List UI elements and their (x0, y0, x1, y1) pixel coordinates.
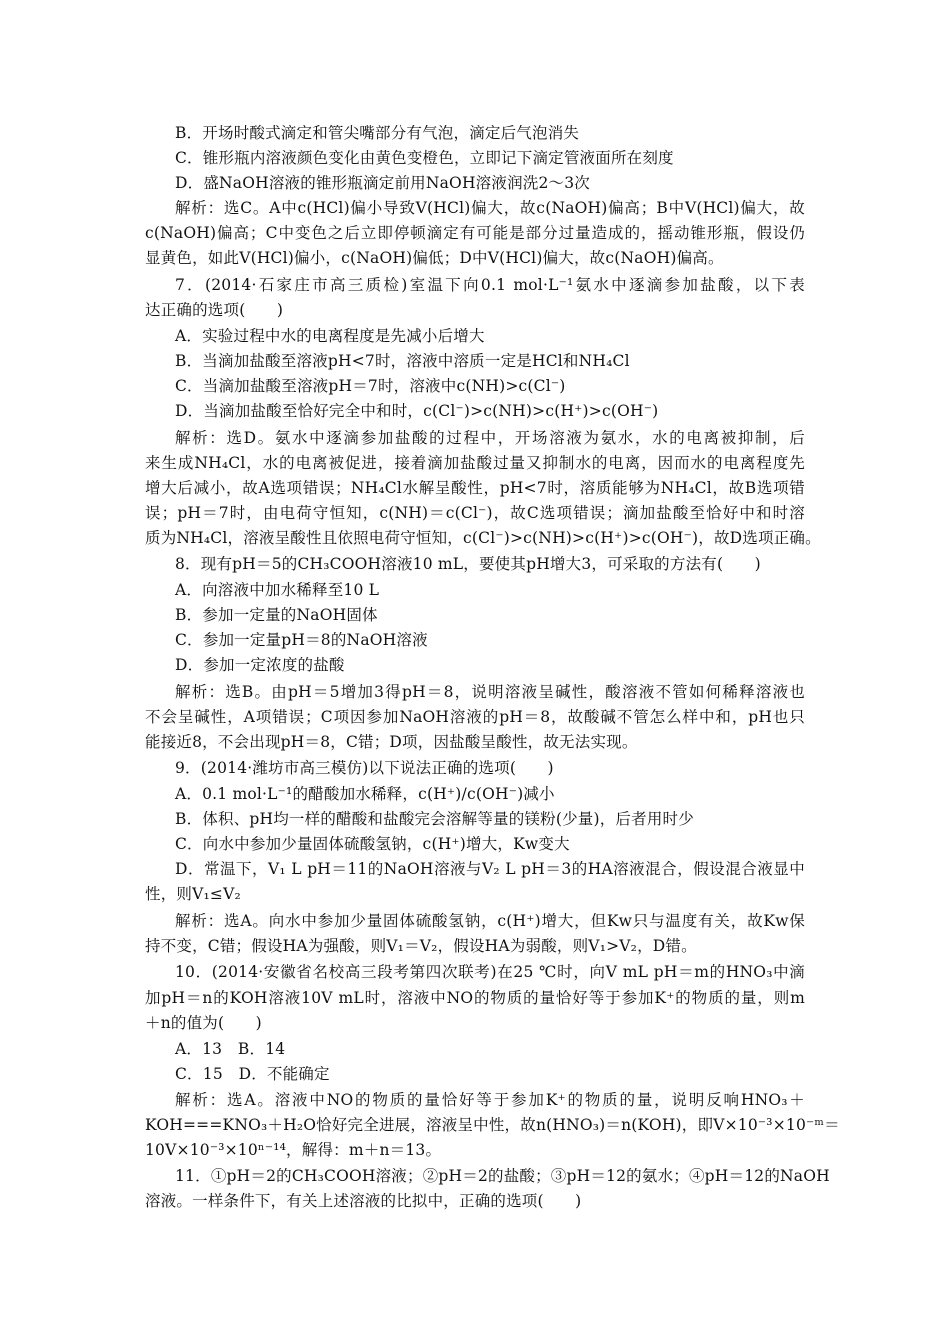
analysis-q8-line3: 能接近8，不会出现pH＝8，C错；D项，因盐酸呈酸性，故无法实现。 (145, 733, 638, 751)
question-7-line1: 7．(2014·石家庄市高三质检)室温下向0.1 mol·L⁻¹氨水中逐滴参加盐酸，以下表 (175, 276, 805, 294)
question-8: 8．现有pH＝5的CH₃COOH溶液10 mL，要使其pH增大3，可采取的方法有( ) (175, 555, 761, 573)
analysis-q7-line2: 来生成NH₄Cl，水的电离被促进，接着滴加盐酸过量又抑制水的电离，因而水的电离程度先 (145, 454, 805, 472)
option-b-q8: B．参加一定量的NaOH固体 (175, 606, 378, 624)
analysis-q10-line2: KOH===KNO₃＋H₂O恰好完全进展，溶液呈中性，故n(HNO₃)＝n(KOH)，即V×10⁻³×10⁻ᵐ＝ (145, 1116, 840, 1134)
option-c-q6: C．锥形瓶内溶液颜色变化由黄色变橙色，立即记下滴定管液面所在刻度 (175, 149, 674, 167)
option-b-q9: B．体积、pH均一样的醋酸和盐酸完会溶解等量的镁粉(少量)，后者用时少 (175, 810, 694, 828)
option-b-q7: B．当滴加盐酸至溶液pH<7时，溶液中溶质一定是HCl和NH₄Cl (175, 352, 630, 370)
analysis-q10-line3: 10V×10⁻³×10ⁿ⁻¹⁴，解得：m＋n＝13。 (145, 1141, 442, 1159)
analysis-q10-line1: 解析：选A。溶液中NO的物质的量恰好等于参加K⁺的物质的量，说明反响HNO₃＋ (175, 1091, 805, 1109)
question-11-line2: 溶液。一样条件下，有关上述溶液的比拟中，正确的选项( ) (145, 1192, 582, 1210)
analysis-q9-line2: 持不变，C错；假设HA为强酸，则V₁＝V₂，假设HA为弱酸，则V₁>V₂，D错。 (145, 937, 697, 955)
question-9: 9．(2014·潍坊市高三模仿)以下说法正确的选项( ) (175, 759, 554, 777)
analysis-q7-line5: 质为NH₄Cl，溶液呈酸性且依照电荷守恒知，c(Cl⁻)>c(NH)>c(H⁺)>c(OH⁻)，故D选项正确。 (145, 529, 821, 547)
question-7-line2: 达正确的选项( ) (145, 301, 284, 319)
analysis-q6-line1: 解析：选C。A中c(HCl)偏小导致V(HCl)偏大，故c(NaOH)偏高；B中V(HCl)偏大，故 (175, 199, 805, 217)
question-11-line1: 11．①pH＝2的CH₃COOH溶液；②pH＝2的盐酸；③pH＝12的氨水；④pH＝12的NaOH (175, 1167, 830, 1185)
option-a-q9: A．0.1 mol·L⁻¹的醋酸加水稀释，c(H⁺)/c(OH⁻)减小 (175, 785, 555, 803)
analysis-q8-line1: 解析：选B。由pH＝5增加3得pH＝8，说明溶液呈碱性，酸溶液不管如何稀释溶液也 (175, 683, 805, 701)
option-c-q8: C．参加一定量pH＝8的NaOH溶液 (175, 631, 428, 649)
option-a-q8: A．向溶液中加水稀释至10 L (175, 581, 380, 599)
analysis-q7-line4: 误；pH＝7时，由电荷守恒知，c(NH)＝c(Cl⁻)，故C选项错误；滴加盐酸至恰好中和时溶 (145, 504, 805, 522)
analysis-q9-line1: 解析：选A。向水中参加少量固体硫酸氢钠，c(H⁺)增大，但Kw只与温度有关，故Kw保 (175, 912, 805, 930)
option-b-q6: B．开场时酸式滴定和管尖嘴部分有气泡，滴定后气泡消失 (175, 124, 580, 142)
option-c-q7: C．当滴加盐酸至溶液pH＝7时，溶液中c(NH)>c(Cl⁻) (175, 377, 566, 395)
analysis-q7-line3: 增大后减小，故A选项错误；NH₄Cl水解呈酸性，pH<7时，溶质能够为NH₄Cl，故B选项错 (145, 479, 805, 497)
option-c-q9: C．向水中参加少量固体硫酸氢钠，c(H⁺)增大，Kw变大 (175, 835, 570, 853)
options-cd-q10: C．15 D．不能确定 (175, 1065, 330, 1083)
analysis-q7-line1: 解析：选D。氨水中逐滴参加盐酸的过程中，开场溶液为氨水，水的电离被抑制，后 (175, 429, 805, 447)
option-a-q7: A．实验过程中水的电离程度是先减小后增大 (175, 327, 485, 345)
option-d-q8: D．参加一定浓度的盐酸 (175, 656, 345, 674)
option-d-q9-line1: D．常温下，V₁ L pH＝11的NaOH溶液与V₂ L pH＝3的HA溶液混合，假设混合液显中 (175, 860, 805, 878)
analysis-q6-line3: 显黄色，如此V(HCl)偏小，c(NaOH)偏低；D中V(HCl)偏大，故c(NaOH)偏高。 (145, 249, 724, 267)
option-d-q6: D．盛NaOH溶液的锥形瓶滴定前用NaOH溶液润洗2～3次 (175, 174, 591, 192)
analysis-q6-line2: c(NaOH)偏高；C中变色之后立即停顿滴定有可能是部分过量造成的，摇动锥形瓶，假设仍 (145, 224, 805, 242)
option-d-q9-line2: 性，则V₁≤V₂ (145, 885, 241, 903)
option-d-q7: D．当滴加盐酸至恰好完全中和时，c(Cl⁻)>c(NH)>c(H⁺)>c(OH⁻) (175, 402, 659, 420)
question-10-line1: 10．(2014·安徽省名校高三段考第四次联考)在25 ℃时，向V mL pH＝m的HNO₃中滴 (175, 963, 805, 981)
analysis-q8-line2: 不会呈碱性，A项错误；C项因参加NaOH溶液的pH＝8，故酸碱不管怎么样中和，pH也只 (145, 708, 805, 726)
question-10-line3: ＋n的值为( ) (145, 1014, 262, 1032)
question-10-line2: 加pH＝n的KOH溶液10V mL时，溶液中NO的物质的量恰好等于参加K⁺的物质的量，则m (145, 989, 805, 1007)
options-ab-q10: A．13 B．14 (175, 1040, 286, 1058)
